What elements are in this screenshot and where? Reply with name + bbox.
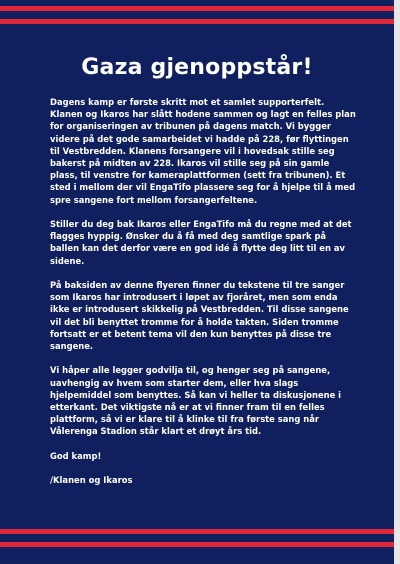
paragraph-signature: /Klanen og Ikaros — [50, 475, 133, 486]
bottom-stripe-2 — [0, 542, 394, 547]
paragraph-intro: Dagens kamp er første skritt mot et samlet supporterfelt. Klanen og Ikaros har slått hodene sammen og lagt en felles plan for organiseringen av tribunen på dagens match. Vi bygger videre på det gode samarbeidet vi hadde på 228, før flyttingen til Vestbredden. Klanens forsangere vil i hovedsak stille seg bakerst på midten av 228. Ikaros vil stille seg på sin gamle plass, til venstre for kameraplattformen (sett fra tribunen). Et sted i mellom der vil EngaTifo plassere seg for å hjelpe til å med spre sangene fort mellom forsangerfeltene. — [50, 97, 356, 205]
top-stripe-2 — [0, 19, 394, 24]
top-stripe-1 — [0, 6, 394, 11]
paragraph-flags: Stiller du deg bak Ikaros eller EngaTifo må du regne med at det flagges hyppig. Ønsker du å få med deg samtlige spark på ballen kan det derfor være en god idé å flytte deg litt til en av sidene. — [50, 219, 352, 266]
flyer-body — [50, 96, 356, 499]
bottom-stripe-1 — [0, 529, 394, 534]
paragraph-hope: Vi håper alle legger godvilja til, og henger seg på sangene, uavhengig av hvem som starter dem, eller hva slags hjelpemiddel som benyttes. Så kan vi heller ta diskusjonene i etterkant. Det viktigste nå er at vi finner fram til en felles plattform, så vi er klare til å klinke til fra første sang når Vålerenga Stadion står klart et drøyt års tid. — [50, 365, 342, 437]
flyer-title: Gaza gjenoppstår! — [81, 55, 313, 80]
paragraph-songs: På baksiden av denne flyeren finner du tekstene til tre sanger som Ikaros har introdusert i løpet av fjoråret, men som enda ikke er introdusert skikkelig på Vestbredden. Til disse sangene vil det bli benyttet tromme for å holde takten. Siden tromme fortsatt er et betent tema vil den kun benyttes på disse tre sangene. — [50, 280, 349, 352]
paragraph-greeting: God kamp! — [50, 450, 102, 461]
page-edge — [394, 0, 400, 564]
